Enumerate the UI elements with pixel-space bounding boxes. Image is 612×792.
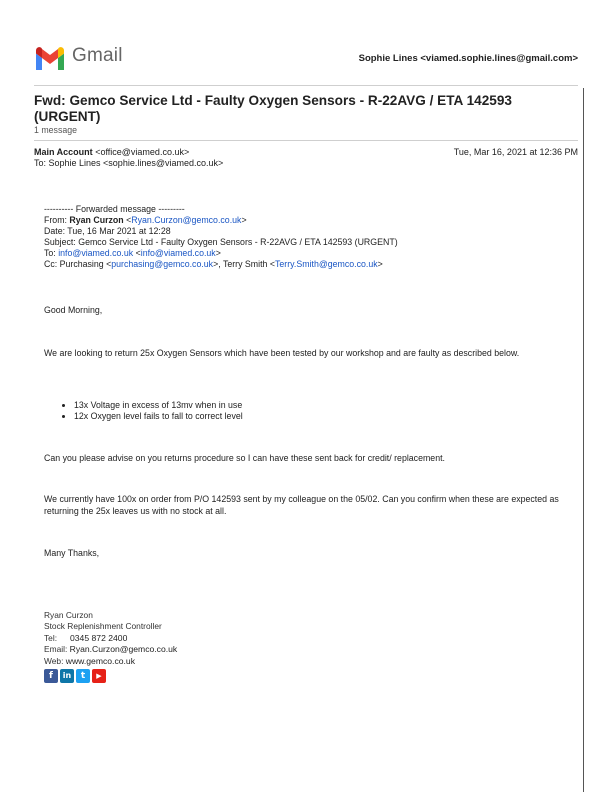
signature-tel bbox=[44, 633, 177, 644]
thread-subject: Fwd: Gemco Service Ltd - Faulty Oxygen Sensors - R-22AVG / ETA 142593 (URGENT) bbox=[34, 93, 512, 124]
tel-label: Tel: bbox=[44, 632, 58, 643]
forwarded-date: Date: Tue, 16 Mar 2021 at 12:28 bbox=[44, 226, 171, 236]
list-item: • 13x Voltage in excess of 13mv when in use bbox=[74, 400, 554, 411]
cc-terry-link[interactable]: Terry.Smith@gemco.co.uk bbox=[275, 259, 378, 269]
message-count: 1 message bbox=[34, 125, 78, 135]
from-email-link[interactable]: Ryan.Curzon@gemco.co.uk bbox=[131, 215, 242, 225]
body-paragraph-1: We are looking to return 25x Oxygen Sensors which have been tested by our workshop and are faulty as described below. bbox=[44, 348, 520, 358]
signature-block bbox=[44, 610, 177, 667]
list-item: • 12x Oxygen level fails to fall to correct level bbox=[74, 411, 554, 422]
email-value[interactable]: Ryan.Curzon@gemco.co.uk bbox=[69, 644, 178, 655]
sender-email: <office@viamed.co.uk> bbox=[95, 147, 190, 157]
gmail-m-icon bbox=[34, 46, 66, 70]
gmail-logo bbox=[34, 44, 130, 70]
closing: Many Thanks, bbox=[44, 548, 100, 558]
sender-name: Main Account bbox=[34, 147, 93, 157]
page-edge-line bbox=[583, 88, 584, 792]
gmail-wordmark: Gmail bbox=[72, 45, 123, 66]
forwarded-from: From: Ryan Curzon <Ryan.Curzon@gemco.co.uk> bbox=[44, 215, 247, 225]
tel-value: 0345 872 2400 bbox=[70, 632, 128, 643]
linkedin-icon[interactable]: in bbox=[60, 669, 74, 683]
signature-title: Stock Replenishment Controller bbox=[44, 621, 162, 632]
body-paragraph-2: Can you please advise on you returns procedure so I can have these sent back for credit/ replacement. bbox=[44, 453, 445, 463]
social-icons bbox=[44, 669, 108, 683]
signature-email bbox=[44, 644, 177, 655]
youtube-icon[interactable]: ▶ bbox=[92, 669, 106, 683]
forwarded-to: To: info@viamed.co.uk <info@viamed.co.uk> bbox=[44, 248, 221, 258]
header-divider bbox=[34, 85, 578, 86]
cc-end: > bbox=[377, 259, 383, 269]
to-email-link[interactable]: info@viamed.co.uk bbox=[58, 248, 134, 258]
facebook-icon[interactable]: f bbox=[44, 669, 58, 683]
forwarded-subject: Subject: Gemco Service Ltd - Faulty Oxygen Sensors - R-22AVG / ETA 142593 (URGENT) bbox=[44, 237, 398, 247]
forwarded-divider: ---------- Forwarded message --------- bbox=[44, 204, 185, 214]
from-label: From: bbox=[44, 215, 67, 225]
message-recipient: To: Sophie Lines <sophie.lines@viamed.co.uk> bbox=[34, 158, 224, 168]
web-label: Web: bbox=[44, 655, 64, 666]
from-name: Ryan Curzon bbox=[69, 215, 124, 225]
body-paragraph-3: We currently have 100x on order from P/O 142593 sent by my colleague on the 05/02. Can you confirm when these are expected as returning the 25x leaves us with no stock at all. bbox=[44, 494, 559, 516]
signature-name: Ryan Curzon bbox=[44, 610, 93, 620]
cc-label: Cc: Purchasing < bbox=[44, 259, 112, 269]
cc-mid: >, Terry Smith < bbox=[213, 259, 276, 269]
cc-purchasing-link[interactable]: purchasing@gemco.co.uk bbox=[111, 259, 214, 269]
to-label: To: bbox=[44, 248, 56, 258]
signature-web bbox=[44, 656, 177, 667]
faults-list bbox=[54, 400, 554, 422]
forwarded-cc bbox=[44, 259, 383, 270]
twitter-icon[interactable]: t bbox=[76, 669, 90, 683]
email-label: Email: bbox=[44, 644, 68, 655]
account-email: Sophie Lines <viamed.sophie.lines@gmail.com> bbox=[358, 53, 578, 64]
to-email-bracket-link[interactable]: info@viamed.co.uk bbox=[140, 248, 216, 258]
greeting: Good Morning, bbox=[44, 305, 103, 315]
subject-divider bbox=[34, 140, 578, 141]
message-date: Tue, Mar 16, 2021 at 12:36 PM bbox=[453, 147, 578, 157]
message-sender bbox=[34, 147, 189, 157]
web-value[interactable]: www.gemco.co.uk bbox=[65, 655, 135, 666]
